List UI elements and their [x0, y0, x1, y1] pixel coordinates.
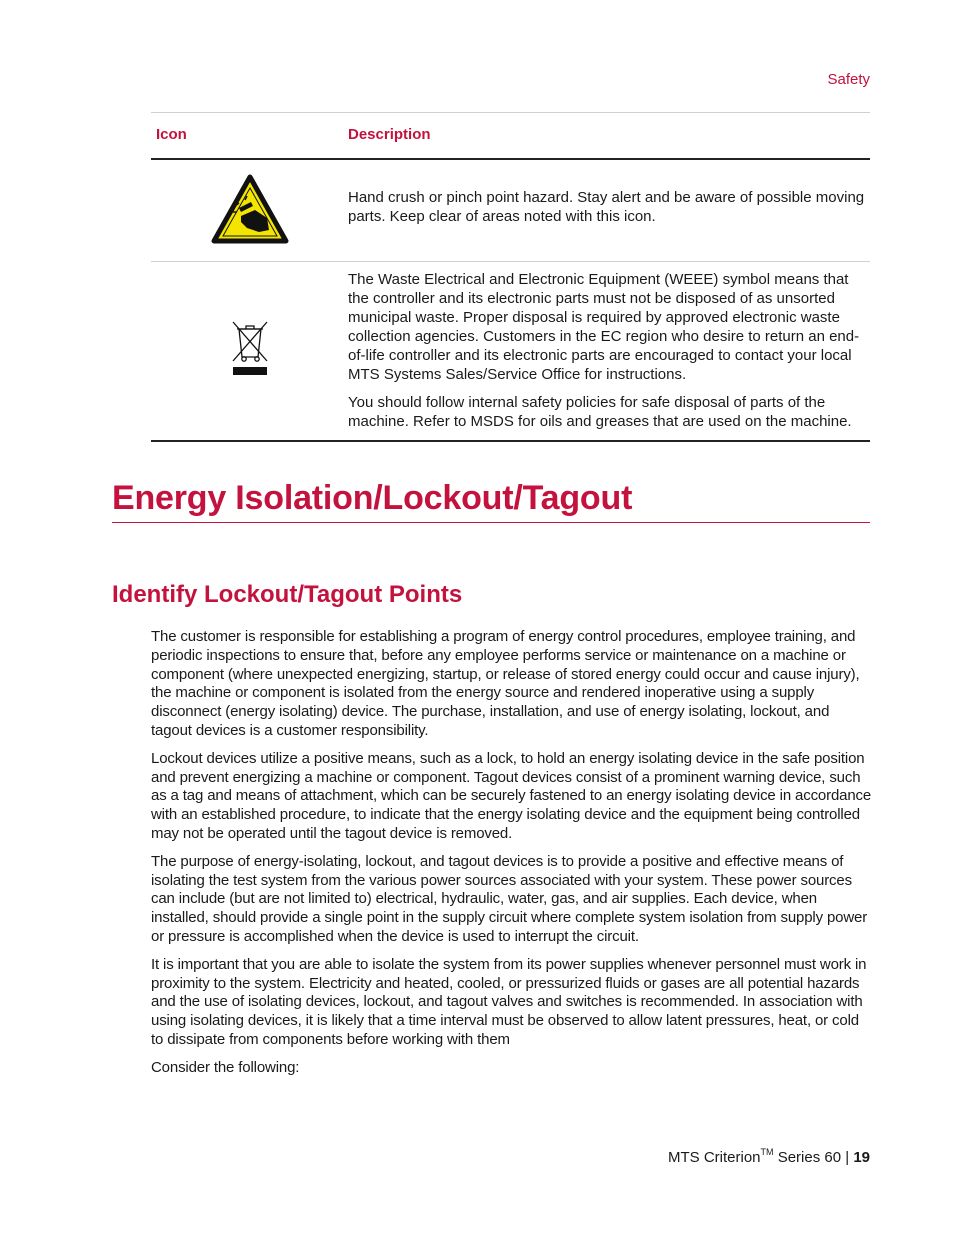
- description-text: The Waste Electrical and Electronic Equipment (WEEE) symbol means that the controller and its electronic parts must not be disposed of as unsorted municipal waste. Proper disposal is required by approved electronic waste collection agencies. Customers in the EC region who desire to return an end-of-life controller and its electronic parts are encouraged to contact your local MTS Systems Sales/Service Office for instructions.: [348, 271, 860, 383]
- paragraph: Consider the following:: [151, 1058, 300, 1076]
- footer-series: Series 60 |: [773, 1149, 854, 1166]
- description-cell: [348, 262, 870, 442]
- subsection-heading: Identify Lockout/Tagout Points: [112, 581, 463, 608]
- table-row: [151, 159, 870, 262]
- table-row: [151, 262, 870, 442]
- description-text: Hand crush or pinch point hazard. Stay alert and be aware of possible moving parts. Keep clear of areas noted with this icon.: [348, 189, 865, 225]
- page-number: 19: [853, 1149, 870, 1166]
- paragraph: The purpose of energy-isolating, lockout, and tagout devices is to provide a positive and effective means of isolating the test system from the various power sources associated with your system. These power sources can include (but are not limited to) electrical, hydraulic, water, gas, and air supplies. Each device, when installed, should provide a single point in the supply circuit where complete system isolation from supply power or pressure is accomplished when the device is used to interrupt the circuit.: [151, 852, 868, 945]
- column-header-description: Description: [348, 113, 870, 160]
- icon-table: [151, 112, 870, 442]
- page-footer: [668, 1148, 870, 1166]
- trademark-mark: TM: [760, 1147, 774, 1157]
- description-cell: [348, 159, 870, 262]
- hand-crush-warning-icon: [211, 174, 289, 244]
- body-text: [151, 628, 873, 1087]
- weee-crossed-bin-icon: [230, 319, 270, 377]
- icon-cell: [151, 159, 348, 262]
- running-head: Safety: [827, 71, 870, 88]
- paragraph: The customer is responsible for establishing a program of energy control procedures, employee training, and periodic inspections to ensure that, before any employee performs service or maintenance on a machine or component (where unexpected energizing, startup, or release of stored energy could occur and cause injury), the machine or component is isolated from the energy source and rendered inoperative using a supply disconnect (energy isolating) device. The purchase, installation, and use of energy isolating, lockout, and tagout devices is a customer responsibility.: [151, 628, 860, 739]
- description-text: You should follow internal safety policies for safe disposal of parts of the machine. Refer to MSDS for oils and greases that are used on the machine.: [348, 394, 852, 430]
- table-header-row: [151, 113, 870, 160]
- footer-product: MTS Criterion: [668, 1149, 761, 1166]
- column-header-icon: Icon: [151, 113, 348, 160]
- icon-cell: [151, 262, 348, 442]
- section-heading: Energy Isolation/Lockout/Tagout: [112, 478, 870, 523]
- paragraph: Lockout devices utilize a positive means, such as a lock, to hold an energy isolating device in the safe position and prevent energizing a machine or component. Tagout devices consist of a prominent warning device, such as a tag and means of attachment, which can be securely fastened to an energy isolating device in accordance with an established procedure, to indicate that the energy isolating device and the equipment being controlled may not be operated until the tagout device is removed.: [151, 749, 872, 842]
- paragraph: It is important that you are able to isolate the system from its power supplies whenever personnel must work in proximity to the system. Electricity and heated, cooled, or pressurized fluids or gases are all potential hazards and the use of isolating devices, lockout, and tagout valves and switches is recommended. In association with using isolating devices, it is likely that a time interval must be observed to allow latent pressures, heat, or cold to dissipate from components before working with them: [151, 955, 867, 1048]
